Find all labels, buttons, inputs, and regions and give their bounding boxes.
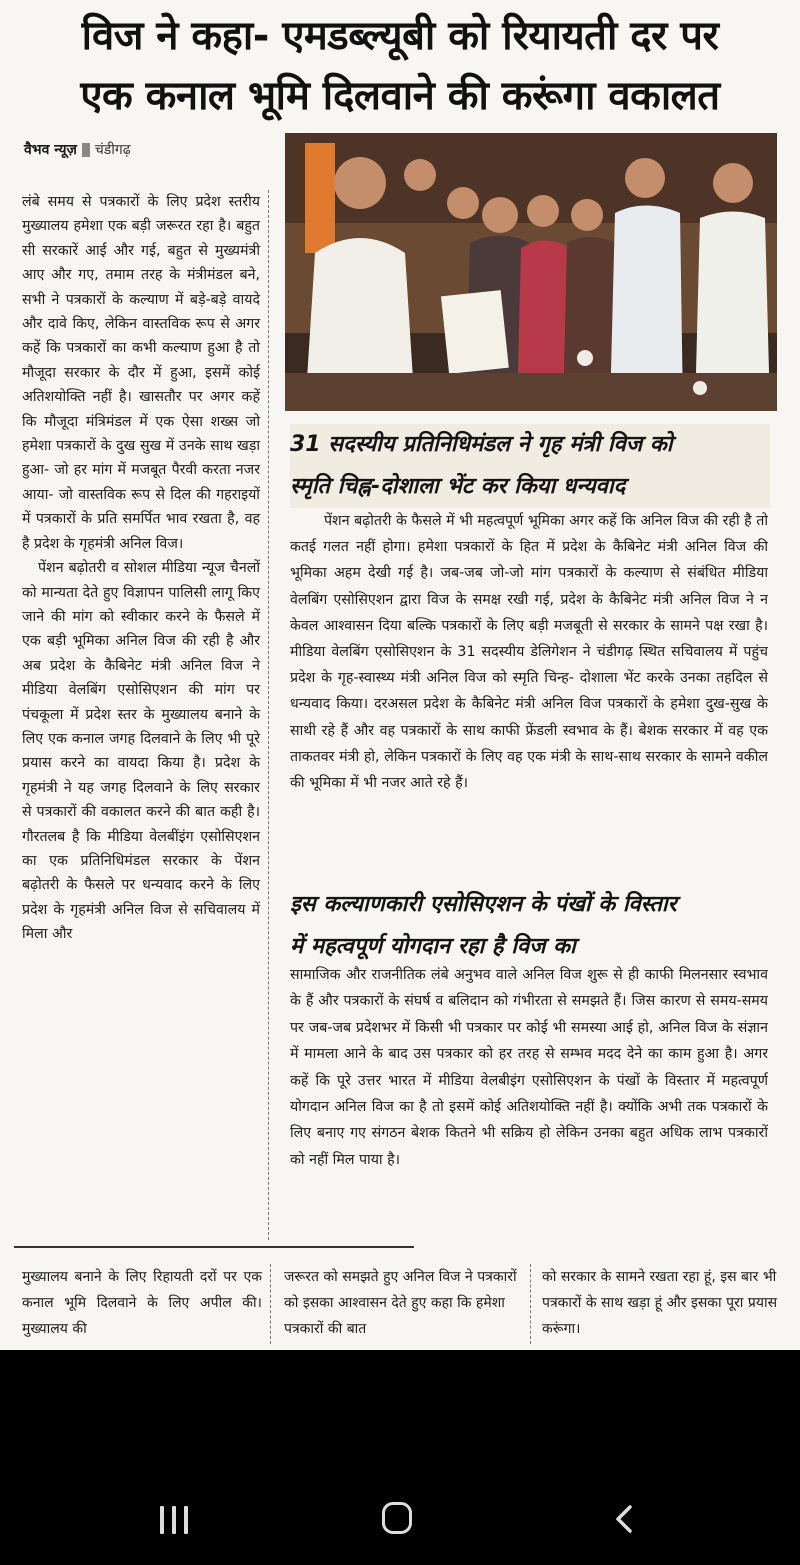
divider-line xyxy=(14,1246,414,1248)
middle-body-2 xyxy=(290,962,768,1173)
headline-line-2: एक कनाल भूमि दिलवाने की करूंगा वकालत xyxy=(80,73,720,119)
byline-separator xyxy=(82,143,90,157)
subheading-2 xyxy=(290,884,770,968)
left-paragraph-2: पेंशन बढ़ोतरी व सोशल मीडिया न्यूज चैनलों को मान्यता देते हुए विज्ञापन पालिसी लागू किए जाने की मांग को स्वीकार करने के फैसले में एक बड़ी भूमिका अनिल विज की रही है और अब प्रदेश के कैबिनेट मंत्री अनिल विज ने मीडिया वेलबिंग एसोसिएशन की मांग पर पंचकूला में प्रदेश स्तर के मुख्यालय बनाने के लिए एक कनाल जगह दिलवाने के लिए भी पूरे प्रयास करने का वायदा किया है। प्रदेश के गृहमंत्री ने यह जगह दिलवाने के लिए सरकार से पत्रकारों की वकालत करने की बात कही है। गौरतलब है कि मीडिया वेलबींइंग एसोसिएशन का एक प्रतिनिधिमंडल सरकार के पेंशन बढ़ोतरी के फैसले पर धन्यवाद करने के लिए प्रदेश के गृहमंत्री अनिल विज से सचिवालय में मिला और xyxy=(22,560,260,943)
subheading-1-line-2: स्मृति चिह्न-दोशाला भेंट कर किया धन्यवाद xyxy=(290,474,626,499)
news-photo xyxy=(285,133,777,411)
middle-paragraph-1: पेंशन बढ़ोतरी के फैसले में भी महत्वपूर्ण भूमिका अगर कहें कि अनिल विज की रही है तो कतई गलत नहीं होगा। हमेशा पत्रकारों के हित में प्रदेश के कैबिनेट मंत्री अनिल विज की भूमिका अहम देखी गई है। जब-जब जो-जो मांग पत्रकारों के कल्याण से संबंधित मीडिया वेलबिंग एसोसिएशन द्वारा विज के समक्ष रखी गई, प्रदेश के कैबिनेट मंत्री अनिल विज ने न केवल आश्वासन दिया बल्कि पत्रकारों के लिए बड़ी मजबूती से सरकार के सामने पक्ष रखा है। मीडिया वेलबिंग एसोसिएशन के 31 सदस्यीय डेलिगेशन ने चंडीगढ़ स्थित सचिवालय में पहुंच प्रदेश के गृह-स्वास्थ्य मंत्री अनिल विज को स्मृति चिन्ह- दोशाला भेंट करके उनका तहदिल से धन्यवाद किया। दरअसल प्रदेश के कैबिनेट मंत्री अनिल विज पत्रकारों के हमेशा दुख-सुख के साथी रहे हैं और वह पत्रकारों के साथ काफी फ्रेंडली स्वभाव के हैं। बेशक सरकार में वह एक ताकतवर मंत्री हो, लेकिन पत्रकारों के लिए वह एक मंत्री के साथ-साथ सरकार के सामने वकील की भूमिका में भी नजर आते रहे हैं। xyxy=(290,513,768,792)
back-icon[interactable] xyxy=(612,1504,636,1534)
headline xyxy=(20,6,780,126)
subheading-1-line-1: 31 सदस्यीय प्रतिनिधिमंडल ने गृह मंत्री विज को xyxy=(290,432,673,457)
subheading-2-line-1: इस कल्याणकारी एसोसिएशन के पंखों के विस्तार xyxy=(290,892,677,917)
home-icon[interactable] xyxy=(382,1502,412,1534)
left-column xyxy=(22,190,269,1240)
middle-paragraph-2: सामाजिक और राजनीतिक लंबे अनुभव वाले अनिल विज शुरू से ही काफी मिलनसार स्वभाव के हैं और पत्रकारों के संघर्ष व बलिदान को गंभीरता से समझते हैं। जिस कारण से समय-समय पर जब-जब प्रदेशभर में किसी भी पत्रकार पर कोई भी समस्या आई हो, अनिल विज के संज्ञान में मामला आने के बाद उस पत्रकार को हर तरह से सम्भव मदद देने का काम हुआ है। अगर कहें कि पूरे उत्तर भारत में मीडिया वेलबीइंग एसोसिएशन के पंखों के विस्तार में महत्वपूर्ण योगदान अनिल विज का है तो इसमें कोई अतिशयोक्ति नहीं है। क्योंकि अभी तक पत्रकारों के लिए बनाए गए संगठन बेशक कितने भी सक्रिय हो लेकिन उनका बहुत अधिक लाभ पत्रकारों को नहीं मिल पाया है। xyxy=(290,967,768,1168)
recent-apps-icon[interactable] xyxy=(160,1506,190,1534)
headline-line-1: विज ने कहा- एमडब्ल्यूबी को रियायती दर पर xyxy=(81,13,719,59)
android-nav-bar xyxy=(0,1470,800,1565)
bottom-column-3 xyxy=(542,1264,780,1344)
byline-city: चंडीगढ़ xyxy=(94,142,131,158)
bottom-text-2: जरूरत को समझते हुए अनिल विज ने पत्रकारों को इसका आश्वासन देते हुए कहा कि हमेशा पत्रकारों की बात xyxy=(284,1269,517,1337)
bottom-text-3: को सरकार के सामने रखता रहा हूं, इस बार भी पत्रकारों के साथ खड़ा हूं और इसका पूरा प्रयास करूंगा। xyxy=(542,1269,778,1337)
bottom-column-2 xyxy=(284,1264,531,1344)
subheading-2-line-2: में महत्वपूर्ण योगदान रहा है विज का xyxy=(290,934,576,959)
bottom-column-1 xyxy=(22,1264,271,1344)
left-paragraph-1: लंबे समय से पत्रकारों के लिए प्रदेश स्तरीय मुख्यालय हमेशा एक बड़ी जरूरत रहा है। बहुत सी सरकारें आई और गई, बहुत से मुख्यमंत्री आए और गए, तमाम तरह के मंत्रीमंडल बने, सभी ने पत्रकारों के कल्याण में बड़े-बड़े वायदे और दावे किए, लेकिन वास्तविक रूप से अगर कहें कि पत्रकारों का कभी कल्याण हुआ है तो मौजूदा सरकार के दौर में हुआ, इसमें कोई अतिशयोक्ति नहीं है। खासतौर पर अगर कहें कि मौजूदा मंत्रिमंडल में एक ऐसा शख्स जो हमेशा पत्रकारों के दुख सुख में उनके साथ खड़ा हुआ- जो हर मांग में मजबूत पैरवी करता नजर आया- जो वास्तविक रूप से दिल की गहराइयों में पत्रकारों के प्रति समर्पित भाव रखता है, वह है प्रदेश के गृहमंत्री अनिल विज। xyxy=(22,194,260,552)
byline-agency: वैभव न्यूज़ xyxy=(24,142,77,158)
bottom-text-1: मुख्यालय बनाने के लिए रिहायती दरों पर एक कनाल भूमि दिलवाने के लिए अपील की। मुख्यालय की xyxy=(22,1269,262,1337)
subheading-1 xyxy=(290,424,770,508)
byline xyxy=(24,140,131,159)
photo-illustration xyxy=(285,133,777,411)
middle-body-1 xyxy=(290,508,768,796)
